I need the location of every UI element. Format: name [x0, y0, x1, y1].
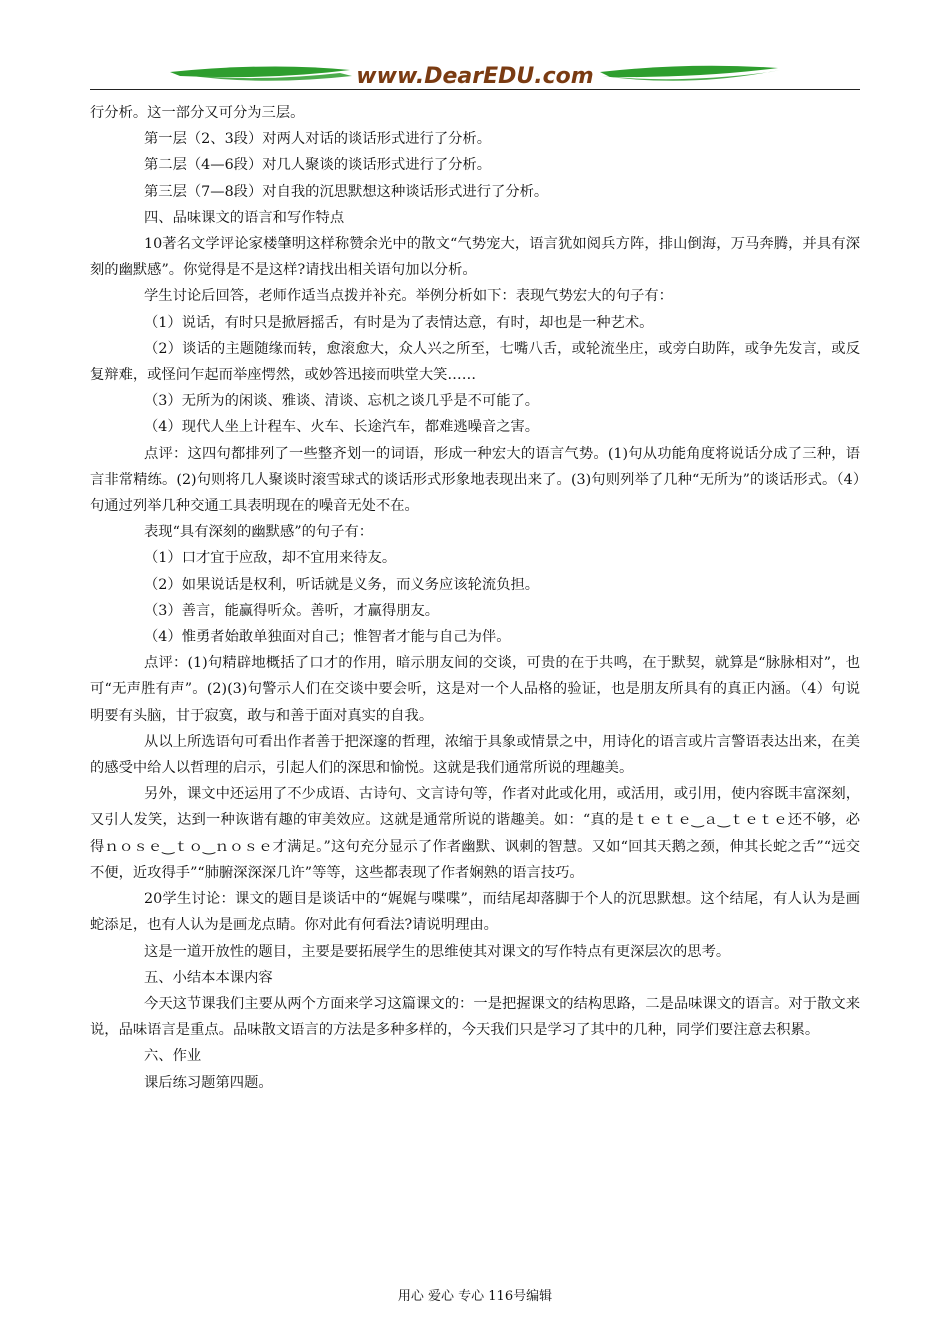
paragraph: 第二层（4—6段）对几人聚谈的谈话形式进行了分析。 — [144, 157, 492, 174]
paragraph: 行分析。这一部分又可分为三层。 — [90, 105, 305, 121]
paragraph: 另外，课文中还运用了不少成语、古诗句、文言诗句等，作者对此或化用，或活用，或引用，使内容既丰富深刻，又引人发笑，达到一种诙谐有趣的审美效应。这就是通常所说的谐趣美。如：“真的是ｔｅｔｅ‿ａ‿ｔｅｔｅ还不够，必得ｎｏｓｅ‿ｔｏ‿ｎｏｓｅ才满足。”这句充分显示了作者幽默、讽刺的智慧。又如“回其天鹅之颈，伸其长蛇之舌”“远交不便，近攻得手”“肺腑深深深几许”等等，这些都表现了作者娴熟的语言技巧。 — [90, 786, 860, 881]
paragraph: 第三层（7—8段）对自我的沉思默想这种谈话形式进行了分析。 — [144, 183, 549, 200]
paragraph: 六、作业 — [144, 1048, 202, 1065]
paragraph: 点评：(1)句精辟地概括了口才的作用，暗示朋友间的交谈，可贵的在于共鸣，在于默契，就算是“脉脉相对”，也可“无声胜有声”。(2)(3)句警示人们在交谈中要会听，这是对一个人品格的验证，也是朋友所具有的真正内涵。（4）句说明要有头脑，甘于寂寞，敢与和善于面对真实的自我。 — [90, 655, 860, 724]
site-logo-text: www.DearEDU.com — [356, 64, 594, 89]
page-header — [90, 58, 860, 92]
header-divider — [90, 89, 860, 90]
paragraph: （4）惟勇者始敢单独面对自己；惟智者才能与自己为伴。 — [144, 629, 511, 646]
paragraph: 表现“具有深刻的幽默感”的句子有： — [144, 524, 374, 541]
paragraph: （1）说话，有时只是掀唇摇舌，有时是为了表情达意，有时，却也是一种艺术。 — [144, 314, 654, 331]
paragraph: （3）无所为的闲谈、雅谈、清谈、忘机之谈几乎是不可能了。 — [144, 393, 540, 410]
paragraph: 课后练习题第四题。 — [144, 1074, 273, 1091]
paragraph: 今天这节课我们主要从两个方面来学习这篇课文的：一是把握课文的结构思路，二是品味课文的语言。对于散文来说，品味语言是重点。品味散文语言的方法是多种多样的，今天我们只是学习了其中的几种，同学们要注意去积累。 — [90, 995, 860, 1039]
paragraph: （1）口才宜于应敌，却不宜用来待友。 — [144, 550, 397, 567]
paragraph: 20学生讨论：课文的题目是谈话中的“娓娓与喋喋”，而结尾却落脚于个人的沉思默想。这个结尾，有人认为是画蛇添足，也有人认为是画龙点睛。你对此有何看法?请说明理由。 — [90, 891, 860, 934]
paragraph: 五、小结本本课内容 — [144, 969, 273, 986]
paragraph: 学生讨论后回答，老师作适当点拨并补充。举例分析如下：表现气势宏大的句子有： — [144, 288, 673, 305]
paragraph: 从以上所选语句可看出作者善于把深邃的哲理，浓缩于具象或情景之中，用诗化的语言或片言警语表达出来，在美的感受中给人以哲理的启示，引起人们的深思和愉悦。这就是我们通常所说的理趣美。 — [90, 733, 860, 777]
paragraph: （2）如果说话是权利，听话就是义务，而义务应该轮流负担。 — [144, 576, 540, 593]
paragraph: 这是一道开放性的题目，主要是要拓展学生的思维使其对课文的写作特点有更深层次的思考。 — [144, 943, 731, 960]
paragraph: （4）现代人坐上计程车、火车、长途汽车，都难逃噪音之害。 — [144, 419, 540, 436]
paragraph: 点评：这四句都排列了一些整齐划一的词语，形成一种宏大的语言气势。(1)句从功能角度将说话分成了三种，语言非常精练。(2)句则将几人聚谈时滚雪球式的谈话形式形象地表现出来了。(3)句则列举了几种“无所为”的谈话形式。（4）句通过列举几种交通工具表明现在的噪音无处不在。 — [90, 445, 860, 515]
page-footer: 用心 爱心 专心 116号编辑 — [397, 1289, 553, 1304]
paragraph: 四、品味课文的语言和写作特点 — [144, 209, 345, 226]
document-body — [90, 100, 860, 1096]
paragraph: 第一层（2、3段）对两人对话的谈话形式进行了分析。 — [144, 131, 492, 148]
paragraph: （2）谈话的主题随缘而转，愈滚愈大，众人兴之所至，七嘴八舌，或轮流坐庄，或旁白助阵，或争先发言，或反复辩难，或怪问乍起而举座愕然，或妙答迅接而哄堂大笑…… — [90, 340, 860, 384]
paragraph: 10著名文学评论家楼肇明这样称赞余光中的散文“气势宠大，语言犹如阅兵方阵，排山倒海，万马奔腾，并具有深刻的幽默感”。你觉得是不是这样?请找出相关语句加以分析。 — [90, 236, 860, 279]
paragraph: （3）善言，能赢得听众。善听，才赢得朋友。 — [144, 602, 440, 619]
